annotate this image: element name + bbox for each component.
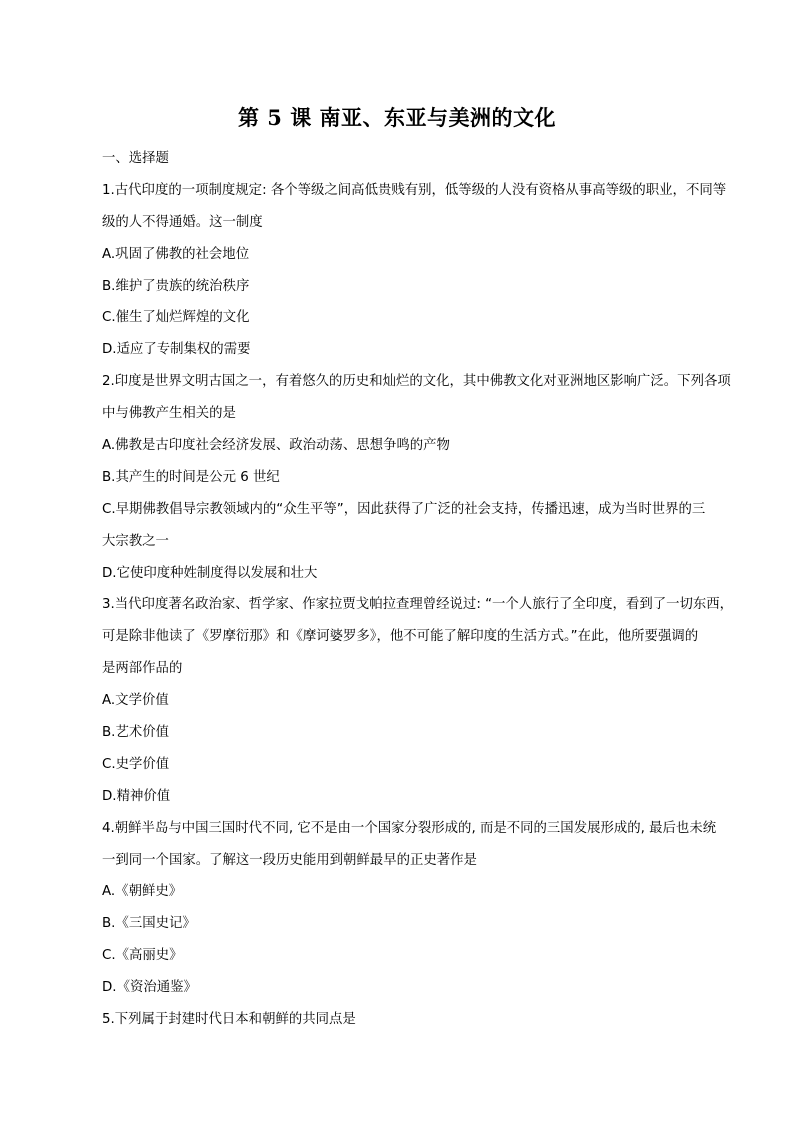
question-4 bbox=[102, 813, 727, 1004]
question-5 bbox=[102, 1004, 727, 1036]
option-a: A.《朝鲜史》 bbox=[102, 884, 183, 900]
option-b: B.其产生的时间是公元 6 世纪 bbox=[102, 469, 280, 485]
question-stem-line: 3.当代印度著名政治家、哲学家、作家拉贾戈帕拉查理曾经说过: “一个人旅行了全印度，看到了一切东西， bbox=[102, 597, 734, 613]
question-1 bbox=[102, 175, 727, 366]
question-list bbox=[102, 143, 734, 1036]
option-d: D.《资治通鉴》 bbox=[102, 980, 197, 996]
question-stem-line: 2.印度是世界文明古国之一，有着悠久的历史和灿烂的文化，其中佛教文化对亚洲地区影响广泛。下列各项 bbox=[102, 374, 731, 390]
section-heading: 一、选择题 bbox=[102, 151, 169, 166]
question-3 bbox=[102, 589, 734, 812]
option-c: C.《高丽史》 bbox=[102, 948, 183, 964]
option-a: A.佛教是古印度社会经济发展、政治动荡、思想争鸣的产物 bbox=[102, 438, 450, 454]
option-c: C.催生了灿烂辉煌的文化 bbox=[102, 310, 250, 326]
question-stem-line: 中与佛教产生相关的是 bbox=[102, 406, 236, 422]
option-a: A.巩固了佛教的社会地位 bbox=[102, 246, 250, 262]
option-b: B.艺术价值 bbox=[102, 725, 170, 741]
option-b: B.维护了贵族的统治秩序 bbox=[102, 278, 250, 294]
question-2 bbox=[102, 366, 731, 589]
option-c: C.早期佛教倡导宗教领域内的“众生平等”，因此获得了广泛的社会支持，传播迅速，成为当时世界的三 bbox=[102, 501, 706, 517]
question-stem-line: 可是除非他读了《罗摩衍那》和《摩诃婆罗多》，他不可能了解印度的生活方式。”在此，他所要强调的 bbox=[102, 629, 699, 645]
option-b: B.《三国史记》 bbox=[102, 916, 196, 932]
option-c: C.史学价值 bbox=[102, 756, 170, 772]
option-d: D.适应了专制集权的需要 bbox=[102, 342, 251, 358]
option-a: A.文学价值 bbox=[102, 693, 169, 709]
option-d: D.它使印度种姓制度得以发展和壮大 bbox=[102, 565, 318, 581]
question-stem-line: 1.古代印度的一项制度规定: 各个等级之间高低贵贱有别，低等级的人没有资格从事高等级的职业，不同等 bbox=[102, 182, 727, 198]
question-stem-line: 是两部作品的 bbox=[102, 661, 183, 677]
question-stem-line: 一到同一个国家。了解这一段历史能用到朝鲜最早的正史著作是 bbox=[102, 852, 477, 868]
question-stem-line: 5.下列属于封建时代日本和朝鲜的共同点是 bbox=[102, 1012, 356, 1028]
page-title: 第 5 课 南亚、东亚与美洲的文化 bbox=[237, 105, 557, 130]
option-d: D.精神价值 bbox=[102, 788, 171, 804]
question-stem-line: 4.朝鲜半岛与中国三国时代不同, 它不是由一个国家分裂形成的, 而是不同的三国发展形成的, 最后也未统 bbox=[102, 820, 717, 836]
option-c-continued: 大宗教之一 bbox=[102, 533, 169, 549]
question-stem-line: 级的人不得通婚。这一制度 bbox=[102, 214, 263, 230]
